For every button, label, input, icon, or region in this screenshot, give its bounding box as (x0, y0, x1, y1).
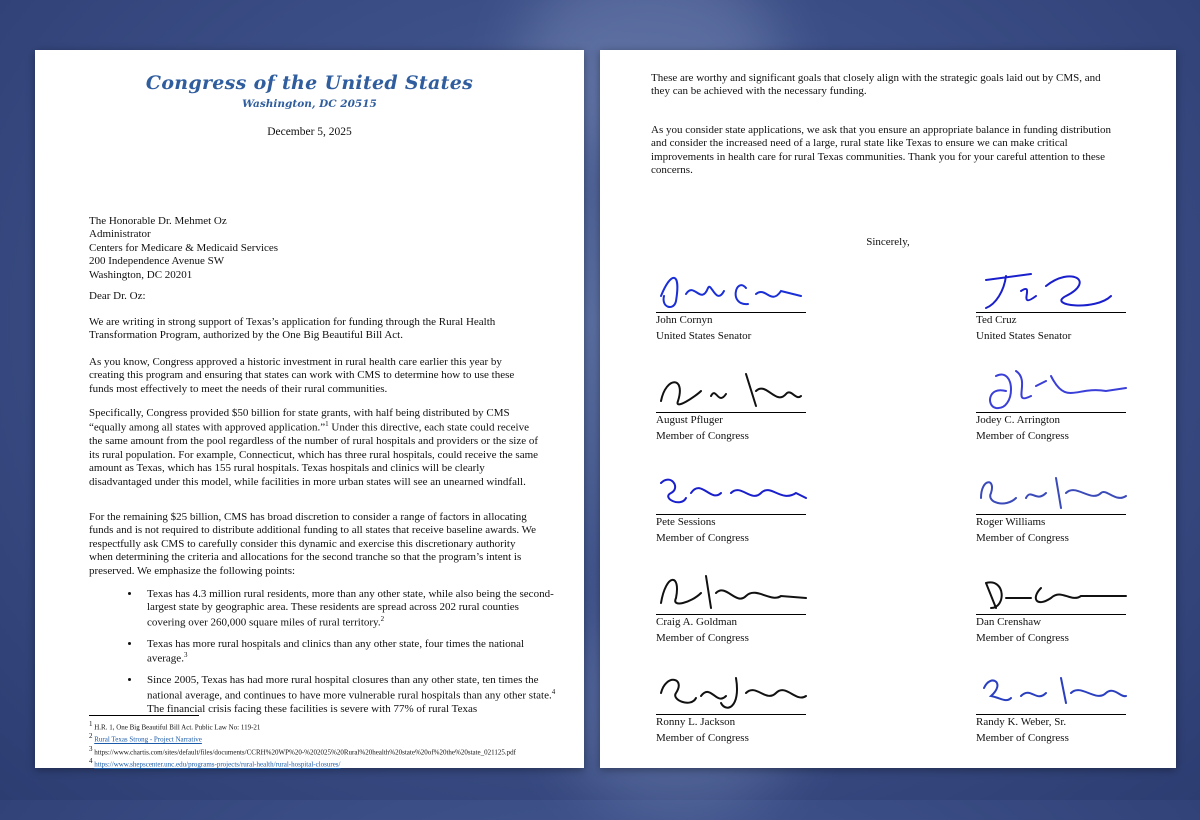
signatory-name: Roger Williams (976, 516, 1046, 528)
signature-image (656, 668, 831, 718)
footnote-ref: 2 (380, 614, 385, 623)
footnotes (89, 720, 559, 770)
signature-line (656, 312, 806, 313)
signature-stroke (986, 582, 1126, 608)
signatory-name: Pete Sessions (656, 516, 716, 528)
signature-image (656, 266, 831, 316)
signatory-title: Member of Congress (976, 632, 1069, 644)
recipient-line: Administrator (89, 228, 151, 241)
signatory-name: Ronny L. Jackson (656, 716, 736, 728)
paragraph-3 (89, 407, 539, 489)
list-item: • Texas has more rural hospitals and clinics than any other state, four times the national average.$^3$ (141, 638, 559, 666)
paragraph-3-quote: Specifically, Congress provided $50 billion for state grants, with half being distributed by CMS “equally among all states with approved application.” (89, 407, 510, 435)
signature-stroke (984, 678, 1126, 703)
list-item: • Since 2005, Texas has had more rural hospital closures than any other state, ten times the national average, and continues to have more vulnerable rural hospitals than any other state.$^4$ The financial crisis facing these facilities is severe with 77% of rural Texas (141, 674, 559, 716)
signature-image (656, 568, 831, 618)
signatory-title: Member of Congress (656, 732, 749, 744)
signature-line (656, 412, 806, 413)
signature-image (656, 366, 831, 416)
letterhead-title: Congress of the United States (145, 72, 474, 94)
recipient-address (89, 215, 539, 282)
recipient-line: The Honorable Dr. Mehmet Oz (89, 215, 227, 227)
signature-line (656, 614, 806, 615)
recipient-line: Centers for Medicare & Medicaid Services (89, 241, 279, 254)
signatory-title: United States Senator (656, 330, 752, 342)
signatory-name: Jodey C. Arrington (976, 414, 1061, 426)
footnote: $^2$ Rural Texas Strong - Project Narrative (89, 732, 202, 744)
signature-stroke (990, 371, 1126, 408)
signatory-name: August Pfluger (656, 414, 723, 426)
closing: Sincerely, (866, 236, 910, 248)
signature-image (976, 366, 1151, 416)
footnote-ref: 1 (325, 420, 329, 429)
paragraph-5: These are worthy and significant goals that closely align with the strategic goals laid out by CMS, and they can be achieved with the necessary funding. (651, 72, 1101, 98)
signature-image (976, 668, 1151, 718)
signature-stroke (661, 480, 806, 503)
signatory-title: Member of Congress (656, 430, 749, 442)
signature-line (656, 514, 806, 515)
letterhead-location: Washington, DC 20515 (242, 98, 377, 110)
footnote: $^3$ https://www.chartis.com/sites/default/files/documents/CCRH%20WP%20-%202025%20Rural%20health%20state%20of%20the%20state_021125.pdf (89, 744, 516, 757)
signatory-name: Ted Cruz (976, 314, 1017, 326)
signature-image (976, 468, 1151, 518)
recipient-line: 200 Independence Avenue SW (89, 255, 225, 268)
letter-page-1 (35, 50, 584, 768)
signature-image (656, 468, 831, 518)
paragraph-2: As you know, Congress approved a historic investment in rural health care earlier this year by creating this program and ensuring that states can work with CMS to determine how to use these funds most effectively to meet the needs of their rural communities. (89, 356, 515, 395)
signature-line (976, 412, 1126, 413)
recipient-line: Washington, DC 20201 (89, 268, 193, 281)
signature-stroke (661, 678, 806, 708)
footnote-divider (89, 715, 199, 716)
signature-stroke (661, 576, 806, 608)
paragraph-3-rest: Under this directive, each state could receive the same amount from the pool regardless of the number of rural hospitals and providers or the size of its rural population. For example, Connecticut, which has three rural hospitals, could receive the same amount as Texas, which has 155 rural hospitals. Texas hospitals and clinics will be clearly disadvantaged under this model, while facilities in more urban states will see an unearned windfall. (89, 422, 539, 488)
signatory-name: Randy K. Weber, Sr. (976, 716, 1067, 728)
bullet-list (89, 588, 559, 724)
signature-stroke (981, 478, 1126, 508)
signatory-title: Member of Congress (656, 632, 749, 644)
signature-stroke (661, 278, 801, 307)
letter-page-2 (600, 50, 1176, 768)
letter-date: December 5, 2025 (267, 126, 352, 138)
signatory-title: Member of Congress (976, 532, 1069, 544)
signatory-title: Member of Congress (976, 732, 1069, 744)
signatory-name: Craig A. Goldman (656, 616, 737, 628)
signature-image (976, 266, 1151, 316)
paragraph-1: We are writing in strong support of Texas’s application for funding through the Rural Health Transformation Program, authorized by the One Big Beautiful Bill Act. (89, 316, 496, 342)
footnote-link[interactable]: Rural Texas Strong - Project Narrative (94, 735, 202, 744)
signature-line (976, 614, 1126, 615)
signatory-title: Member of Congress (976, 430, 1069, 442)
footnote-ref: 3 (183, 651, 188, 660)
signatory-name: John Cornyn (656, 314, 713, 326)
paragraph-6: As you consider state applications, we ask that you ensure an appropriate balance in funding distribution and consider the increased need of a large, rural state like Texas to ensure we can make critical improvements in health care for rural Texas communities. Thank you for your careful attention to these concerns. (651, 124, 1112, 177)
signature-line (976, 714, 1126, 715)
paragraph-4: For the remaining $25 billion, CMS has broad discretion to consider a range of factors in allocating funds and is not required to distribute additional funding to all states that receive baseline awards. We respectfully ask CMS to carefully consider this dynamic and exercise this discretionary authority when determining the criteria and allocations for the second tranche so that the program’s intent is preserved. We emphasize the following points: (89, 511, 537, 577)
footnote-link[interactable]: https://www.shepscenter.unc.edu/programs-projects/rural-health/rural-hospital-closures/ (94, 760, 341, 769)
footnote: $^1$ H.R. 1, One Big Beautiful Bill Act. Public Law No: 119-21 (89, 720, 261, 732)
signature-image (976, 568, 1151, 618)
list-item: • Texas has 4.3 million rural residents, more than any other state, while also being the second-largest state by geographic area. These residents are spread across 202 rural counties covering over 260,000 square miles of rural territory.$^2$ (141, 588, 559, 630)
signature-line (976, 312, 1126, 313)
signature-line (656, 714, 806, 715)
signatory-name: Dan Crenshaw (976, 616, 1042, 628)
signature-stroke (986, 274, 1111, 308)
signature-line (976, 514, 1126, 515)
signatory-title: United States Senator (976, 330, 1072, 342)
signature-stroke (661, 374, 801, 406)
footnote-ref: 4 (551, 687, 556, 696)
footnote: $^4$ https://www.shepscenter.unc.edu/programs-projects/rural-health/rural-hospital-closures/ (89, 757, 341, 769)
salutation: Dear Dr. Oz: (89, 290, 146, 302)
signatory-title: Member of Congress (656, 532, 749, 544)
